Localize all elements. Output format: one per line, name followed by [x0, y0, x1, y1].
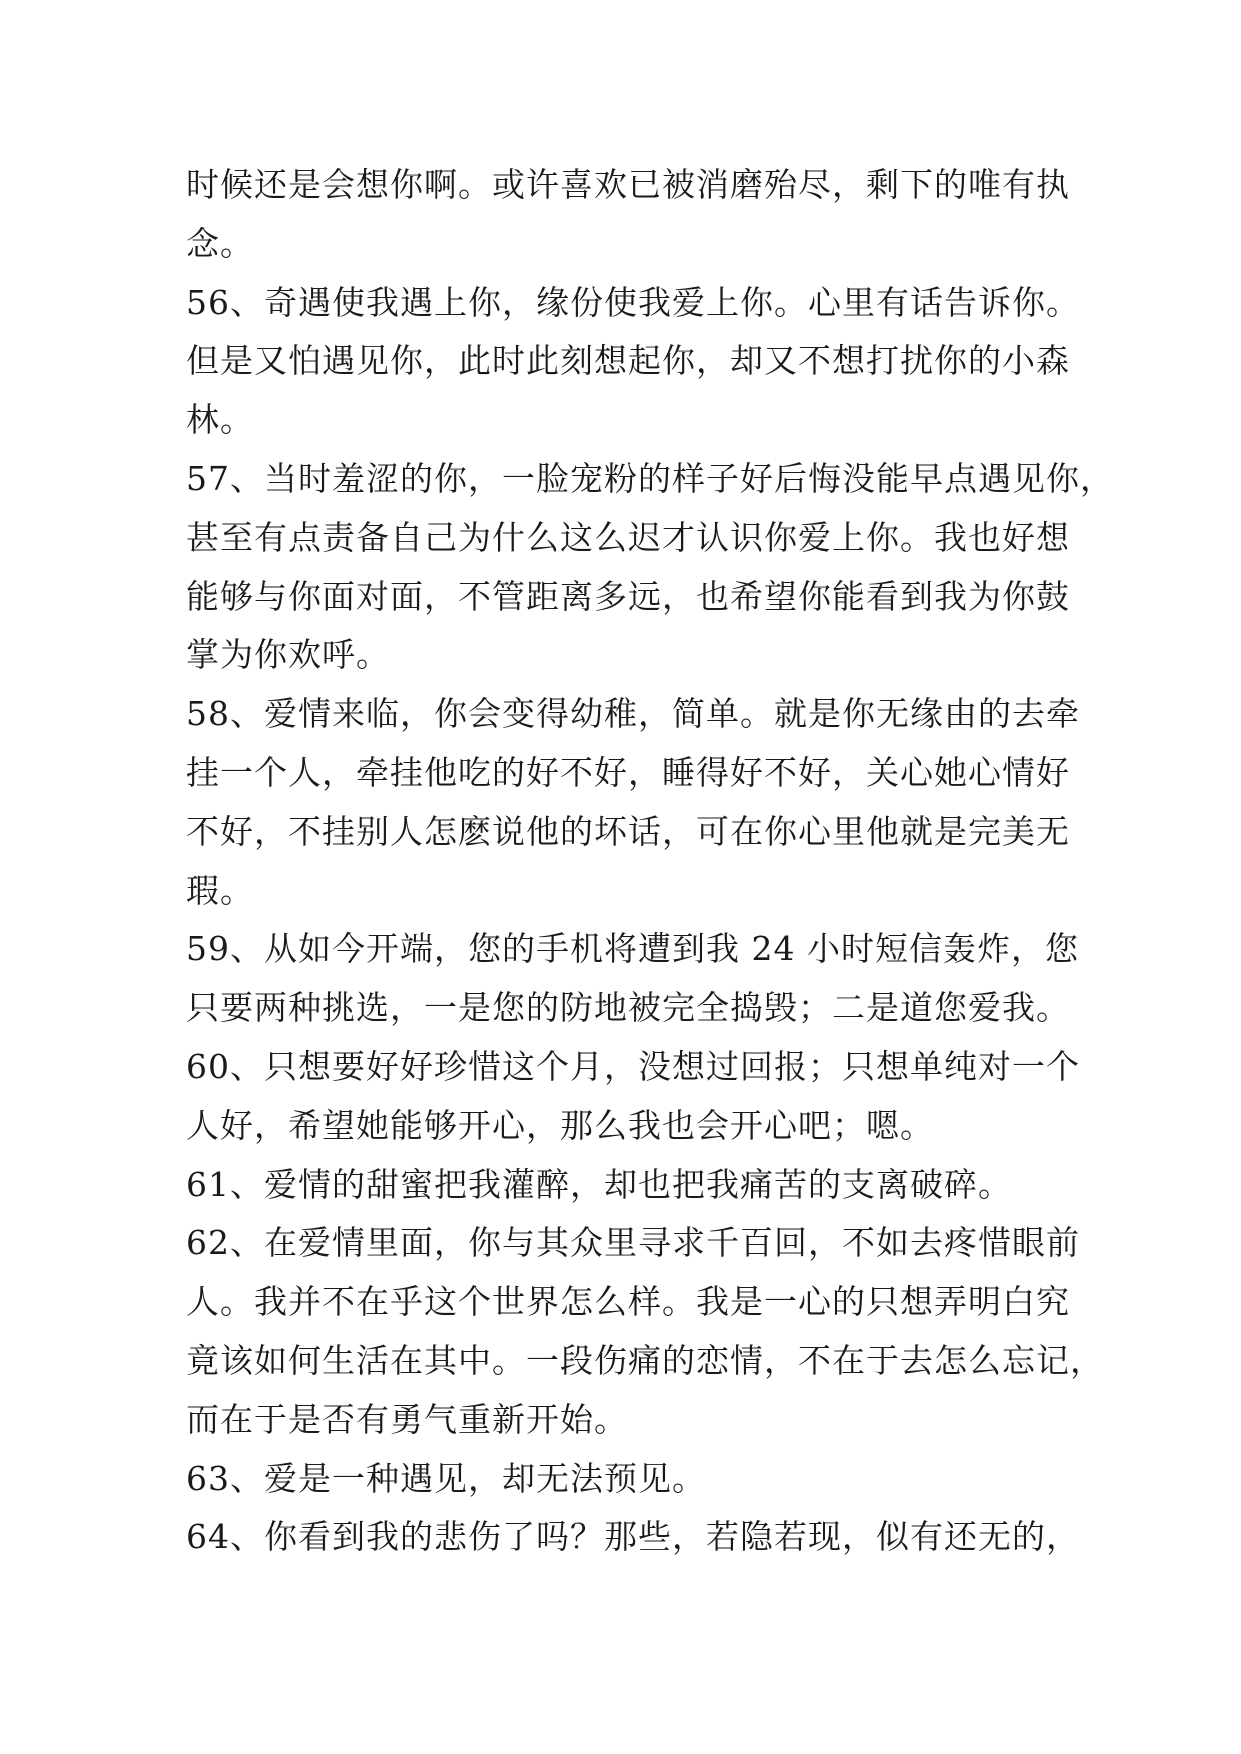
text-line: 时候还是会想你啊。或许喜欢已被消磨殆尽，剩下的唯有执 [186, 165, 1070, 204]
text-line: 瑕。 [186, 870, 254, 910]
text-line: 竟该如何生活在其中。一段伤痛的恋情，不在于去怎么忘记， [186, 1340, 1104, 1380]
text-line: 57、当时羞涩的你，一脸宠粉的样子好后悔没能早点遇见你， [186, 458, 1114, 498]
text-line: 念。 [186, 223, 254, 263]
text-line: 人好，希望她能够开心，那么我也会开心吧；嗯。 [186, 1105, 934, 1145]
text-line: 60、只想要好好珍惜这个月，没想过回报；只想单纯对一个 [186, 1046, 1080, 1086]
body-text [186, 156, 1114, 1567]
text-line: 61、爱情的甜蜜把我灌醉，却也把我痛苦的支离破碎。 [186, 1164, 1012, 1204]
text-line: 62、在爱情里面，你与其众里寻求千百回，不如去疼惜眼前 [186, 1223, 1080, 1263]
text-line: 不好，不挂别人怎麽说他的坏话，可在你心里他就是完美无 [186, 811, 1070, 851]
text-line: 64、你看到我的悲伤了吗？那些，若隐若现，似有还无的， [186, 1517, 1080, 1557]
text-line: 人。我并不在乎这个世界怎么样。我是一心的只想弄明白究 [186, 1282, 1070, 1322]
text-line: 56、奇遇使我遇上你，缘份使我爱上你。心里有话告诉你。 [186, 282, 1080, 322]
text-line: 58、爱情来临，你会变得幼稚，简单。就是你无缘由的去牵 [186, 694, 1080, 734]
text-line: 林。 [186, 400, 254, 440]
text-line: 掌为你欢呼。 [186, 635, 390, 675]
text-line: 只要两种挑选，一是您的防地被完全捣毁；二是道您爱我。 [186, 988, 1070, 1028]
text-line: 甚至有点责备自己为什么这么迟才认识你爱上你。我也好想 [186, 517, 1070, 557]
text-line: 而在于是否有勇气重新开始。 [186, 1399, 628, 1439]
text-line: 能够与你面对面，不管距离多远，也希望你能看到我为你鼓 [186, 576, 1070, 616]
text-line: 59、从如今开端，您的手机将遭到我 24 小时短信轰炸，您 [186, 929, 1079, 969]
text-line: 但是又怕遇见你，此时此刻想起你，却又不想打扰你的小森 [186, 341, 1070, 381]
text-line: 挂一个人，牵挂他吃的好不好，睡得好不好，关心她心情好 [186, 752, 1070, 792]
text-line: 63、爱是一种遇见，却无法预见。 [186, 1458, 706, 1498]
